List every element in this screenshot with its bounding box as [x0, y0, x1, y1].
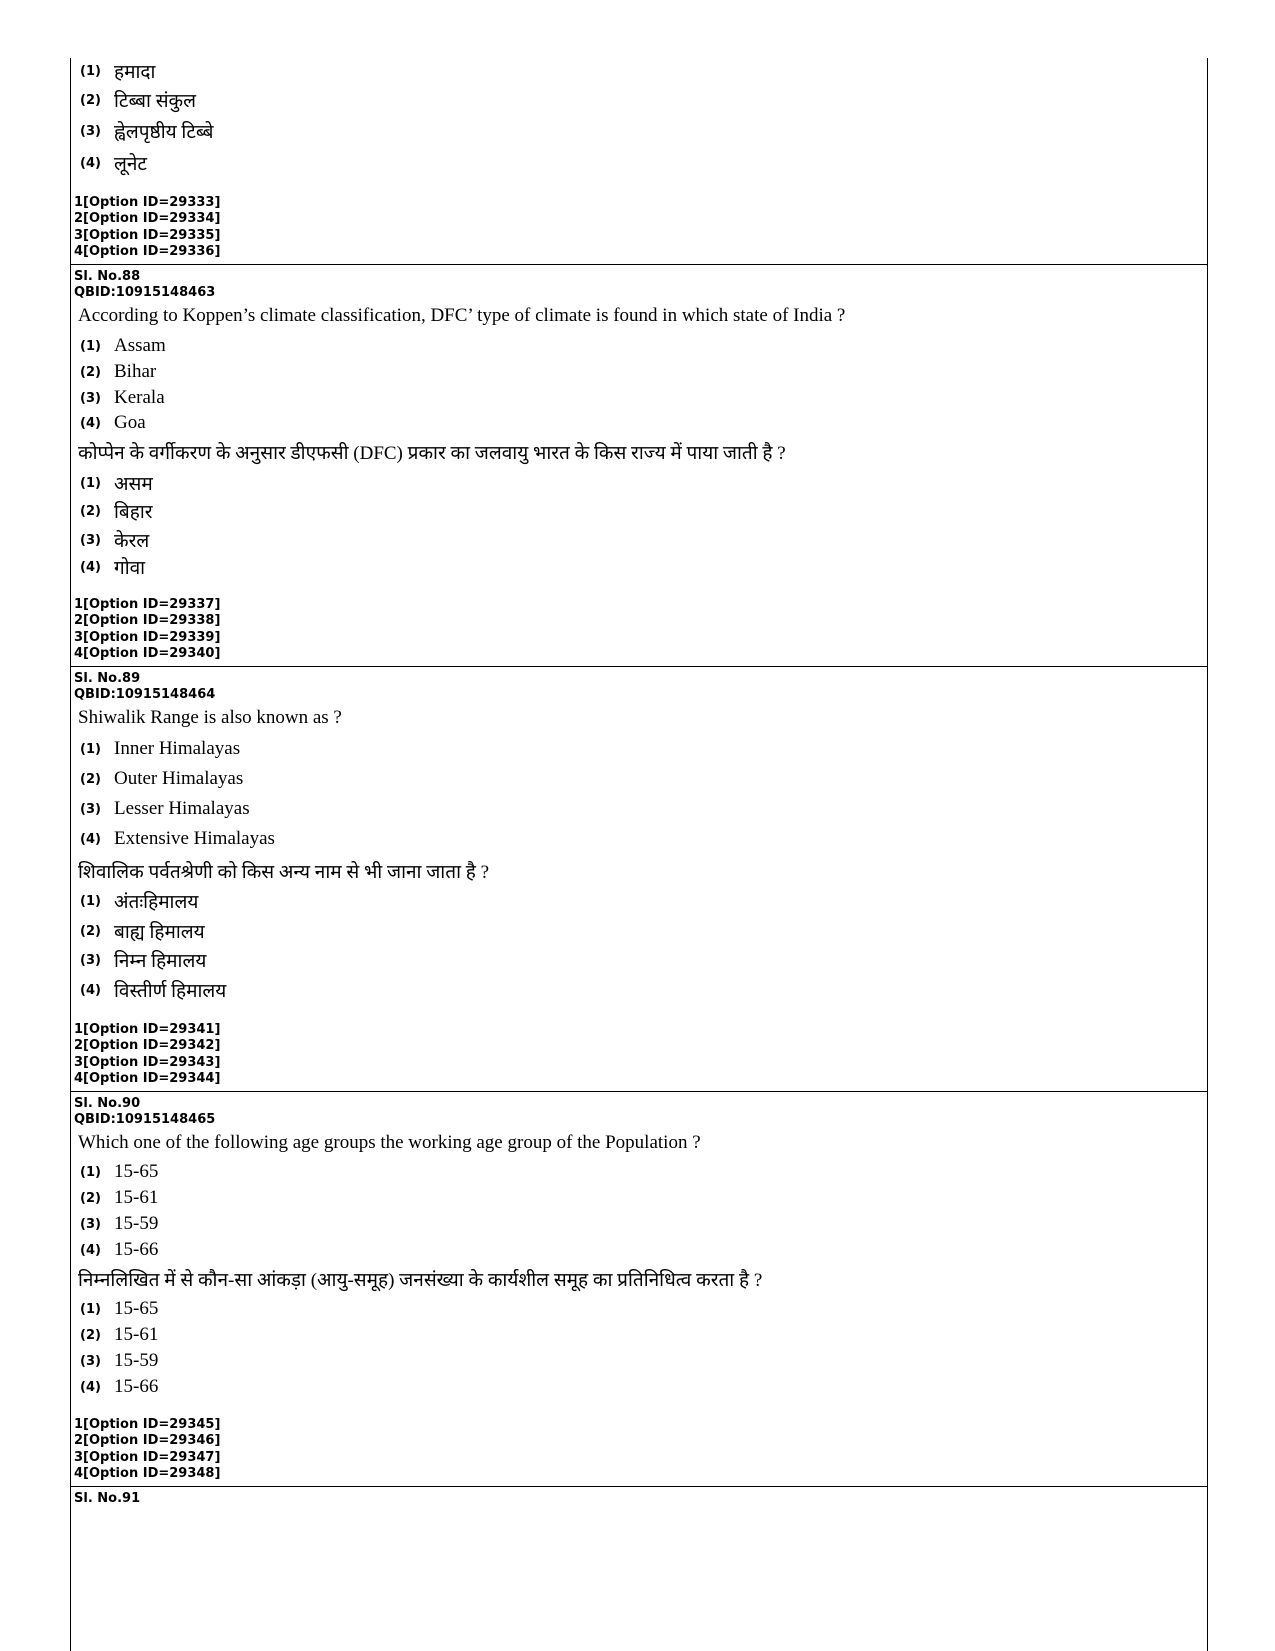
option-id: 3[Option ID=29335] [74, 227, 221, 243]
option-hi-1 [80, 472, 153, 494]
option-hi-3 [80, 120, 213, 142]
option-id-list [74, 1022, 220, 1087]
qbid: QBID:10915148463 [74, 285, 216, 300]
option-text: Bihar [114, 361, 157, 382]
option-number: (1) [80, 741, 101, 757]
option-id: 1[Option ID=29333] [74, 195, 221, 210]
option-id: 1[Option ID=29337] [74, 597, 221, 612]
serial-number: Sl. No.90 [74, 1096, 141, 1111]
option-text: 15-66 [114, 1239, 159, 1260]
option-id: 1[Option ID=29345] [74, 1417, 221, 1432]
option-number: (2) [80, 1327, 101, 1343]
option-number: (3) [80, 390, 101, 406]
option-text: गोवा [114, 558, 146, 579]
option-text: हमादा [114, 62, 156, 83]
divider [70, 1091, 1207, 1092]
option-text: केरल [114, 531, 150, 552]
question-91-header [70, 1491, 1207, 1507]
option-en-1 [80, 738, 240, 760]
option-id: 4[Option ID=29340] [74, 645, 221, 661]
option-text: 15-65 [114, 1161, 159, 1182]
option-id: 1[Option ID=29341] [74, 1022, 221, 1037]
question-text-hi: निम्नलिखित में से कौन-सा आंकड़ा (आयु-समूह) जनसंख्या के कार्यशील समूह का प्रतिनिधित्व करता है ? [78, 1270, 763, 1291]
option-text: अंतःहिमालय [114, 892, 199, 913]
option-text: टिब्बा संकुल [114, 91, 197, 112]
option-id: 2[Option ID=29334] [74, 211, 221, 227]
option-hi-4 [80, 556, 145, 578]
option-id: 3[Option ID=29343] [74, 1054, 221, 1070]
option-hi-4 [80, 152, 147, 174]
option-number: (3) [80, 801, 101, 817]
option-id: 3[Option ID=29339] [74, 629, 221, 645]
question-90-header [70, 1096, 1207, 1128]
option-hi-1 [80, 60, 155, 82]
option-id-list [74, 597, 220, 662]
option-hi-2 [80, 1324, 158, 1346]
option-number: (3) [80, 1216, 101, 1232]
option-en-2 [80, 768, 243, 790]
option-id: 4[Option ID=29344] [74, 1070, 221, 1086]
option-hi-3 [80, 529, 149, 551]
question-text-en: According to Koppen’s climate classification, DFC’ type of climate is found in which state of India ? [78, 305, 846, 326]
option-number: (3) [80, 532, 101, 548]
option-number: (2) [80, 364, 101, 380]
option-text: निम्न हिमालय [114, 951, 207, 972]
option-text: बाह्य हिमालय [114, 922, 205, 943]
option-text: असम [114, 474, 153, 495]
option-text: 15-65 [114, 1298, 159, 1319]
option-number: (4) [80, 415, 101, 431]
option-number: (3) [80, 952, 101, 968]
option-number: (1) [80, 63, 101, 79]
option-number: (3) [80, 1353, 101, 1369]
option-text: Inner Himalayas [114, 738, 241, 759]
option-id-list [74, 195, 220, 260]
option-en-1 [80, 1161, 158, 1183]
option-number: (1) [80, 1164, 101, 1180]
option-en-3 [80, 387, 165, 409]
option-id: 4[Option ID=29336] [74, 243, 221, 259]
option-en-2 [80, 361, 156, 383]
divider [70, 666, 1207, 667]
option-id: 2[Option ID=29346] [74, 1433, 221, 1449]
option-en-1 [80, 335, 166, 357]
serial-number: Sl. No.89 [74, 671, 141, 686]
option-hi-1 [80, 1298, 158, 1320]
option-id: 3[Option ID=29347] [74, 1449, 221, 1465]
option-number: (1) [80, 1301, 101, 1317]
option-number: (1) [80, 475, 101, 491]
option-text: लूनेट [114, 154, 148, 175]
option-number: (4) [80, 1242, 101, 1258]
divider [70, 1486, 1207, 1487]
option-en-4 [80, 412, 146, 434]
option-text: ह्वेलपृष्ठीय टिब्बे [114, 122, 214, 143]
option-text: Extensive Himalayas [114, 828, 275, 849]
option-number: (3) [80, 123, 101, 139]
option-text: 15-66 [114, 1376, 159, 1397]
serial-number: Sl. No.88 [74, 269, 141, 284]
option-text: 15-61 [114, 1324, 159, 1345]
option-en-3 [80, 1213, 158, 1235]
option-hi-1 [80, 890, 198, 912]
question-89-header [70, 671, 1207, 703]
option-en-3 [80, 798, 250, 820]
serial-number: Sl. No.91 [74, 1491, 141, 1506]
question-text-en: Which one of the following age groups the working age group of the Population ? [78, 1132, 701, 1153]
option-text: Assam [114, 335, 166, 356]
divider [70, 264, 1207, 265]
option-number: (4) [80, 831, 101, 847]
option-text: 15-59 [114, 1213, 159, 1234]
option-hi-3 [80, 949, 206, 971]
option-text: बिहार [114, 502, 153, 523]
option-number: (2) [80, 771, 101, 787]
option-number: (1) [80, 338, 101, 354]
option-number: (4) [80, 155, 101, 171]
option-hi-2 [80, 920, 205, 942]
option-id: 2[Option ID=29338] [74, 613, 221, 629]
qbid: QBID:10915148464 [74, 687, 216, 702]
question-88-header [70, 269, 1207, 301]
option-hi-4 [80, 979, 226, 1001]
option-text: Kerala [114, 387, 165, 408]
option-number: (1) [80, 893, 101, 909]
option-id-list [74, 1417, 220, 1482]
question-text-hi: शिवालिक पर्वतश्रेणी को किस अन्य नाम से भी जाना जाता है ? [78, 862, 490, 883]
option-number: (2) [80, 1190, 101, 1206]
option-number: (4) [80, 559, 101, 575]
option-en-4 [80, 828, 275, 850]
qbid: QBID:10915148465 [74, 1112, 216, 1127]
question-text-hi: कोप्पेन के वर्गीकरण के अनुसार डीएफसी (DFC) प्रकार का जलवायु भारत के किस राज्य में पाया जाती है ? [78, 443, 786, 464]
option-text: 15-61 [114, 1187, 159, 1208]
option-number: (4) [80, 982, 101, 998]
option-number: (2) [80, 923, 101, 939]
option-text: विस्तीर्ण हिमालय [114, 981, 227, 1002]
option-text: Goa [114, 412, 146, 433]
option-number: (4) [80, 1379, 101, 1395]
option-hi-2 [80, 89, 196, 111]
option-hi-2 [80, 500, 153, 522]
option-text: 15-59 [114, 1350, 159, 1371]
option-en-2 [80, 1187, 158, 1209]
option-en-4 [80, 1239, 158, 1261]
question-text-en: Shiwalik Range is also known as ? [78, 707, 342, 728]
option-id: 4[Option ID=29348] [74, 1465, 221, 1481]
option-hi-3 [80, 1350, 158, 1372]
option-id: 2[Option ID=29342] [74, 1038, 221, 1054]
option-number: (2) [80, 503, 101, 519]
option-text: Outer Himalayas [114, 768, 244, 789]
option-number: (2) [80, 92, 101, 108]
option-hi-4 [80, 1376, 158, 1398]
option-text: Lesser Himalayas [114, 798, 250, 819]
